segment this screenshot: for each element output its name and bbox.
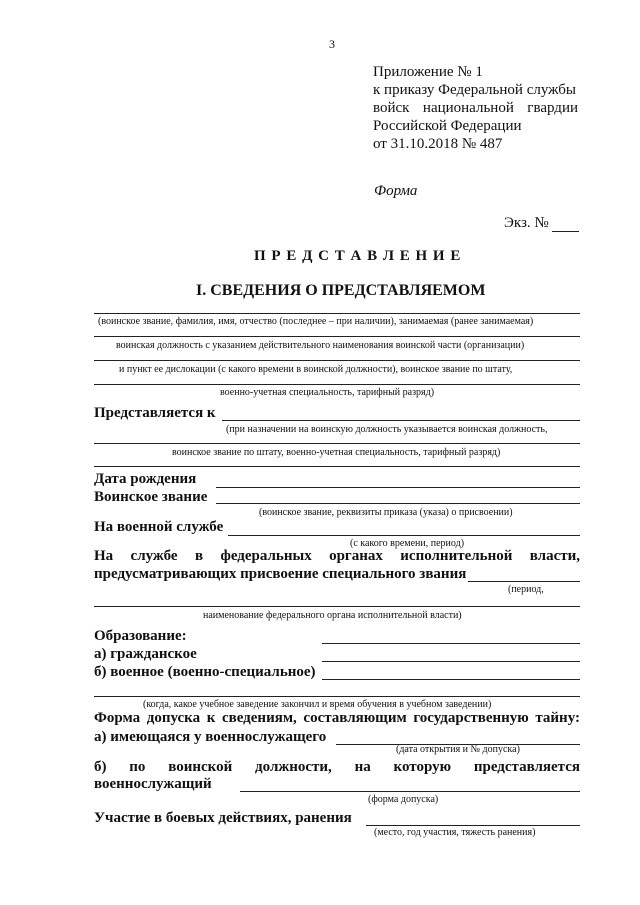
appendix-block xyxy=(373,63,578,153)
copy-number-label: Экз. № xyxy=(504,215,549,231)
combat-field[interactable] xyxy=(366,825,580,826)
field-hint: (с какого времени, период) xyxy=(350,538,465,549)
military-service-field[interactable] xyxy=(228,535,580,536)
appendix-line: войск национальной гвардии xyxy=(373,100,578,116)
form-label: Форма xyxy=(374,183,418,199)
fill-line[interactable] xyxy=(94,336,580,337)
field-hint: воинская должность с указанием действительного наименования воинской части (организации) xyxy=(116,340,525,351)
document-title: П Р Е Д С Т А В Л Е Н И Е xyxy=(254,248,462,264)
combat-label: Участие в боевых действиях, ранения xyxy=(94,810,352,826)
military-rank-label: Воинское звание xyxy=(94,489,208,505)
fill-line[interactable] xyxy=(94,384,580,385)
access-b-label: б) по воинской должности, на которую представляется xyxy=(94,759,580,775)
fed-service-label-2: предусматривающих присвоение специального звания xyxy=(94,566,467,582)
appendix-line: от 31.10.2018 № 487 xyxy=(373,136,503,152)
access-b-field[interactable] xyxy=(240,791,580,792)
birth-date-field[interactable] xyxy=(216,487,580,488)
field-hint: и пункт ее дислокации (с какого времени в воинской должности), воинское звание по штату, xyxy=(119,364,513,375)
education-civil-field[interactable] xyxy=(322,661,580,662)
access-b-label-2: военнослужащий xyxy=(94,776,212,792)
education-civil-label: а) гражданское xyxy=(94,646,197,662)
field-hint: наименование федерального органа исполнительной власти) xyxy=(203,610,462,621)
fill-line[interactable] xyxy=(94,606,580,607)
copy-number-field[interactable] xyxy=(552,231,579,232)
education-label: Образование: xyxy=(94,628,187,644)
fill-line[interactable] xyxy=(94,313,580,314)
education-field[interactable] xyxy=(322,643,580,644)
fill-line[interactable] xyxy=(94,443,580,444)
field-hint: (форма допуска) xyxy=(368,794,439,805)
page-number: 3 xyxy=(329,37,335,51)
field-hint: (дата открытия и № допуска) xyxy=(396,744,520,755)
fill-line[interactable] xyxy=(94,360,580,361)
fill-line[interactable] xyxy=(94,696,580,697)
field-hint: (место, год участия, тяжесть ранения) xyxy=(374,827,536,838)
fill-line[interactable] xyxy=(94,466,580,467)
presented-to-label: Представляется к xyxy=(94,405,216,421)
birth-date-label: Дата рождения xyxy=(94,471,197,487)
field-hint: (когда, какое учебное заведение закончил и время обучения в учебном заведении) xyxy=(143,699,492,710)
presented-to-field[interactable] xyxy=(222,420,580,421)
field-hint: (при назначении на воинскую должность указывается воинская должность, xyxy=(226,424,548,435)
field-hint: (период, xyxy=(508,584,544,595)
military-service-label: На военной службе xyxy=(94,519,224,535)
education-military-field[interactable] xyxy=(322,679,580,680)
field-hint: (воинское звание, реквизиты приказа (указа) о присвоении) xyxy=(259,507,513,518)
appendix-line: Российской Федерации xyxy=(373,118,522,134)
appendix-line: Приложение № 1 xyxy=(373,64,483,80)
field-hint: (воинское звание, фамилия, имя, отчество (последнее – при наличии), занимаемая (ранее занимаемая) xyxy=(98,316,534,327)
field-hint: военно-учетная специальность, тарифный разряд) xyxy=(220,387,435,398)
access-a-label: а) имеющаяся у военнослужащего xyxy=(94,729,327,745)
field-hint: воинское звание по штату, военно-учетная специальность, тарифный разряд) xyxy=(172,447,501,458)
fed-service-field[interactable] xyxy=(468,581,580,582)
education-military-label: б) военное (военно-специальное) xyxy=(94,664,316,680)
fed-service-label: На службе в федеральных органах исполнительной власти, xyxy=(94,548,580,564)
section-title: I. СВЕДЕНИЯ О ПРЕДСТАВЛЯЕМОМ xyxy=(196,282,486,299)
appendix-line: к приказу Федеральной службы xyxy=(373,82,577,98)
military-rank-field[interactable] xyxy=(216,503,580,504)
access-form-label: Форма допуска к сведениям, составляющим государственную тайну: xyxy=(94,710,580,726)
